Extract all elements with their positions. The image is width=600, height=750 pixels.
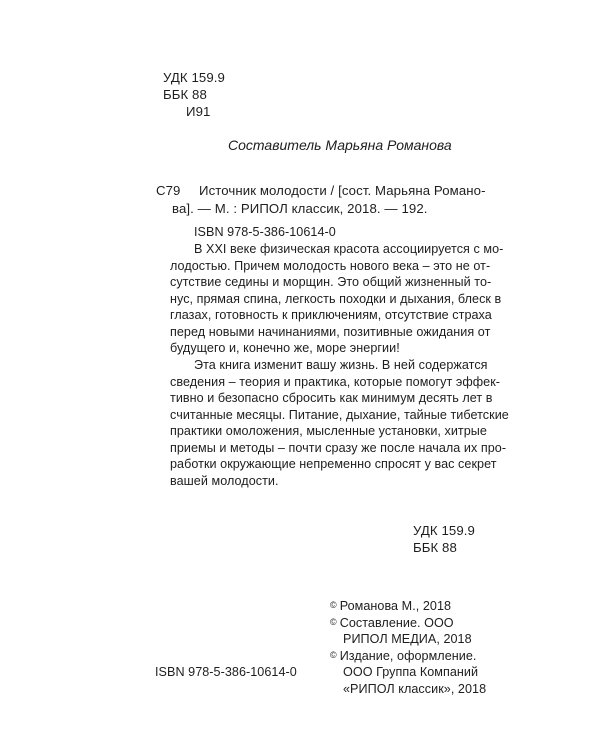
- copyright-symbol: ©: [330, 616, 337, 627]
- copyright-author: © Романова М., 2018: [330, 599, 452, 613]
- bbk-code-bottom: ББК 88: [413, 540, 457, 555]
- copyright-edition-cont: ООО Группа Компаний: [343, 665, 479, 679]
- isbn-bottom: ISBN 978-5-386-10614-0: [155, 665, 297, 679]
- annotation-line: нус, прямая спина, легкость походки и дыхания, блеск в: [170, 291, 502, 306]
- author-mark: И91: [186, 104, 211, 119]
- compiler-line: Составитель Марьяна Романова: [228, 137, 452, 153]
- annotation-line: работки окружающие непременно спросят у вас секрет: [170, 457, 497, 471]
- annotation-paragraph-2: [170, 357, 509, 489]
- annotation-line: перед новыми начинаниями, позитивные ожидания от: [170, 324, 491, 339]
- annotation-line: считанные месяцы. Питание, дыхание, тайные тибетские: [170, 407, 509, 422]
- copyright-compilation: © Составление. ООО: [330, 615, 454, 630]
- annotation-line: сутствие седины и морщин. Это общий жизненный то-: [170, 275, 492, 289]
- copyright-edition-cont: «РИПОЛ классик», 2018: [343, 681, 487, 696]
- copyright-symbol: ©: [330, 600, 337, 610]
- annotation-line: В XXI веке физическая красота ассоциируется с мо-: [194, 242, 504, 256]
- copyright-compilation-cont: РИПОЛ МЕДИА, 2018: [343, 632, 472, 646]
- annotation-paragraph-1: [170, 241, 504, 357]
- annotation-line: будущего и, конечно же, море энергии!: [170, 341, 400, 355]
- annotation-line: приемы и методы – почти сразу же после начала их про-: [170, 440, 507, 455]
- isbn-main: ISBN 978-5-386-10614-0: [194, 225, 336, 239]
- annotation-line: практики омоложения, мысленные установки, хитрые: [170, 424, 487, 438]
- bbk-code: ББК 88: [163, 87, 207, 102]
- udk-code: УДК 159.9: [163, 70, 225, 85]
- catalog-line-1: Источник молодости / [сост. Марьяна Романо-: [199, 183, 486, 198]
- udk-code-bottom: УДК 159.9: [413, 523, 475, 538]
- copyright-edition: © Издание, оформление.: [330, 648, 477, 663]
- annotation-line: вашей молодости.: [170, 473, 279, 488]
- catalog-code: С79: [156, 183, 181, 198]
- copyright-block: [330, 598, 486, 697]
- annotation-line: лодостью. Причем молодость нового века – это не от-: [170, 258, 491, 273]
- annotation-line: тивно и безопасно сбросить как минимум десять лет в: [170, 391, 493, 405]
- copyright-symbol: ©: [330, 649, 337, 660]
- annotation-line: Эта книга изменит вашу жизнь. В ней содержатся: [194, 358, 488, 372]
- catalog-line-2: ва]. — М. : РИПОЛ классик, 2018. — 192.: [172, 201, 428, 216]
- annotation-line: сведения – теория и практика, которые помогут эффек-: [170, 374, 500, 389]
- annotation-line: глазах, готовность к приключениям, отсутствие страха: [170, 308, 492, 322]
